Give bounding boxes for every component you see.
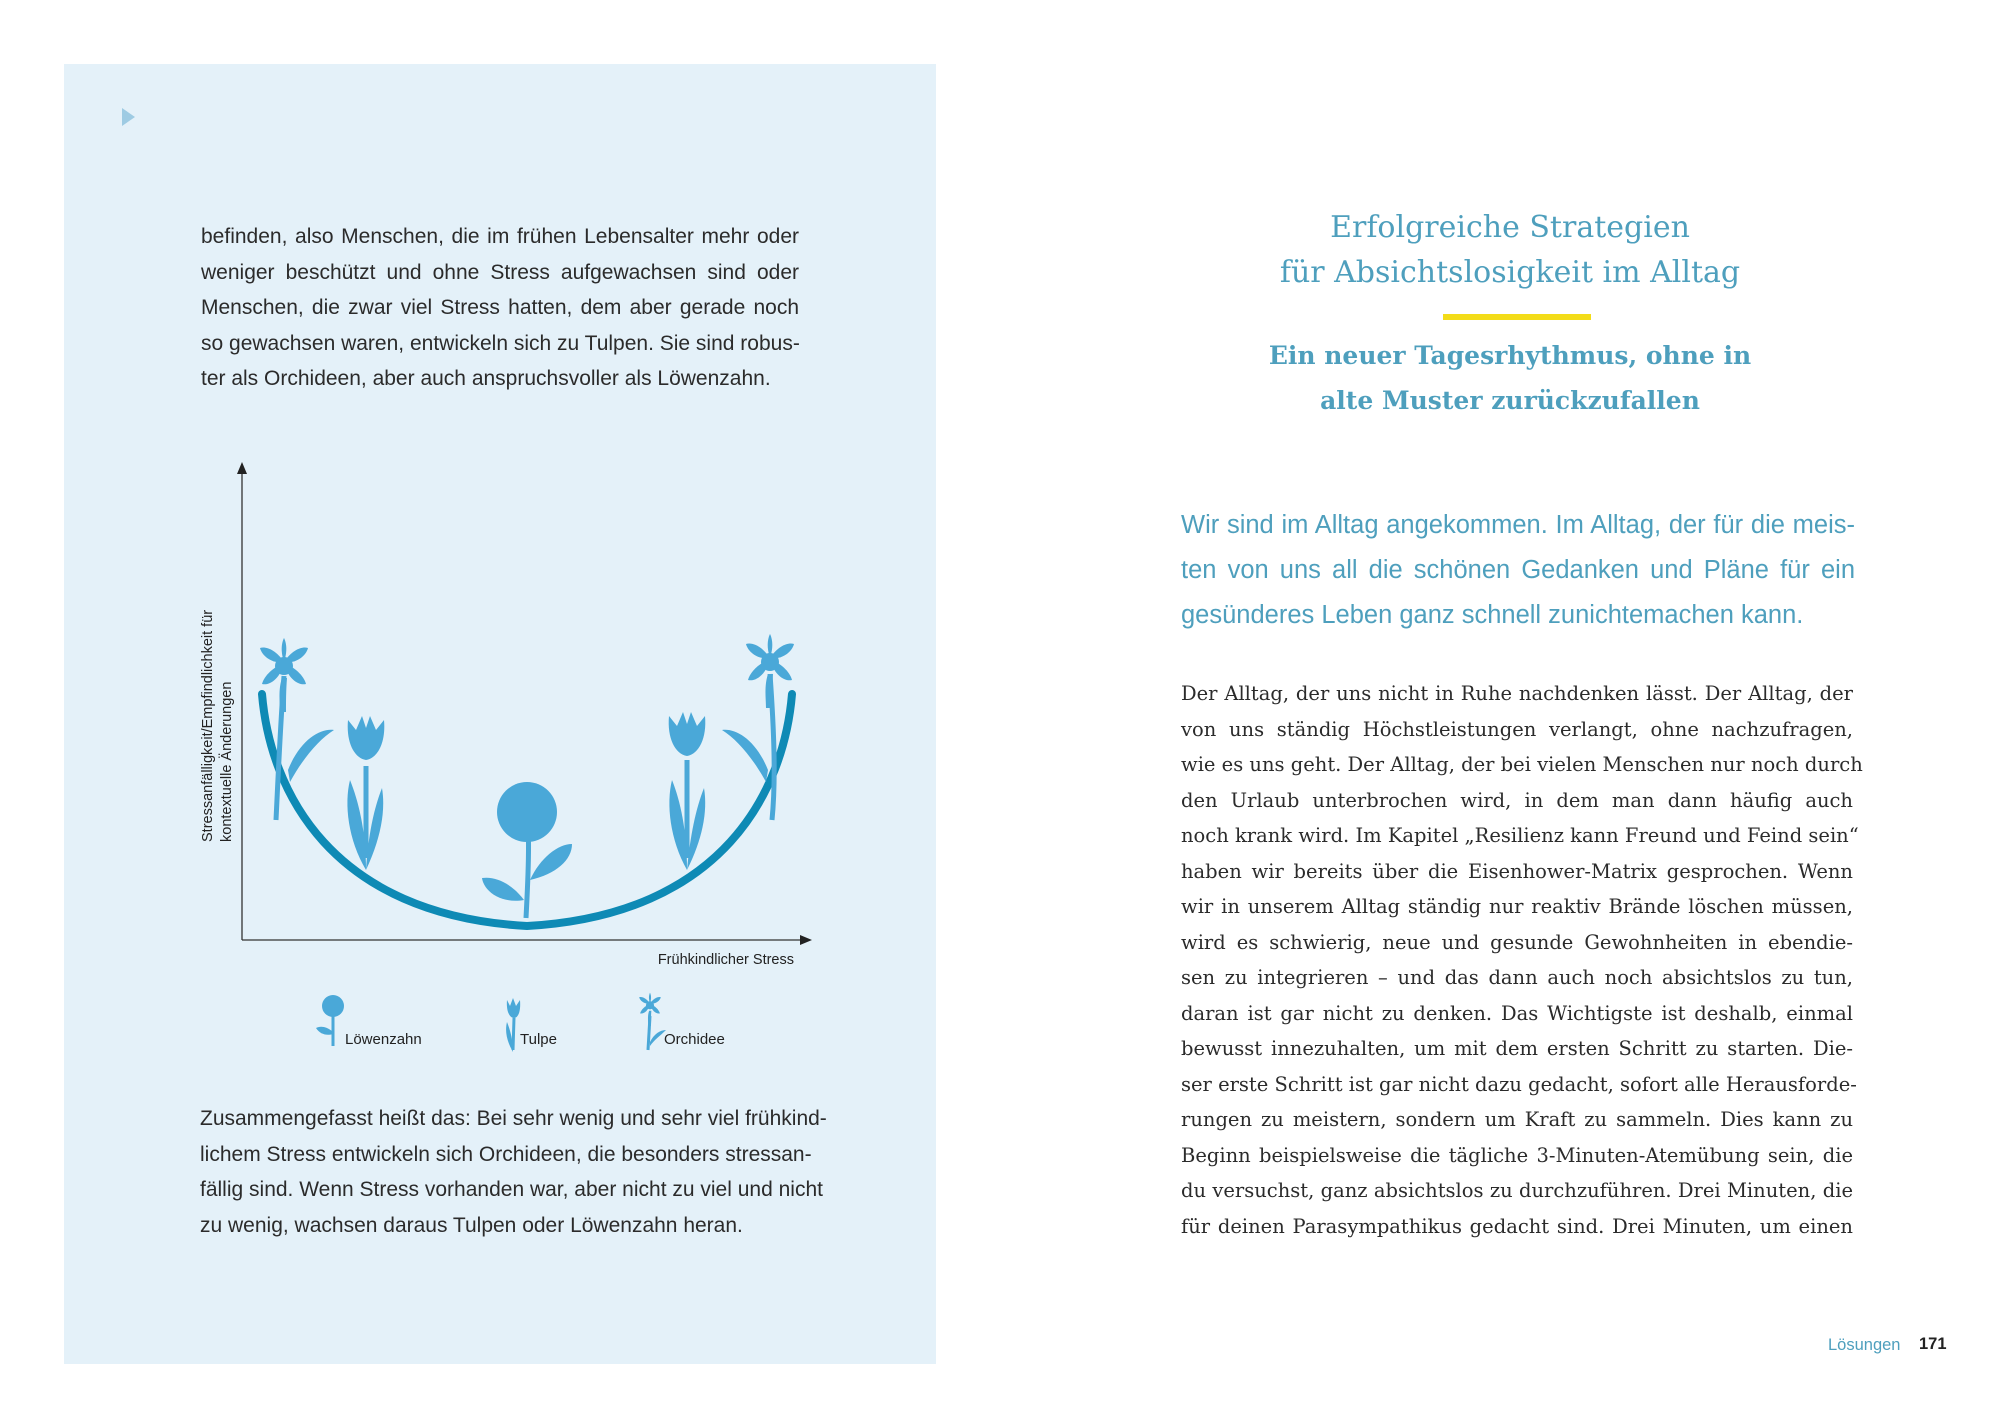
body-line: du versuchst, ganz absichtslos zu durchzuführen. Drei Minuten, die bbox=[1181, 1179, 1853, 1202]
heading-line: Erfolgreiche Strategien bbox=[1330, 210, 1690, 245]
orchid-mark-right bbox=[722, 634, 794, 820]
body-line: wird es schwierig, neue und gesunde Gewohnheiten in ebendie- bbox=[1181, 930, 1853, 954]
chapter-subheading bbox=[1230, 333, 1790, 423]
body-line: von uns ständig Höchstleistungen verlangt, ohne nachzufragen, bbox=[1181, 717, 1853, 741]
legend bbox=[316, 993, 725, 1052]
orchid-icon bbox=[639, 993, 666, 1050]
dandelion-icon bbox=[316, 995, 344, 1046]
page-number: 171 bbox=[1919, 1335, 1947, 1353]
lead-line: gesünderes Leben ganz schnell zunichtemachen kann. bbox=[1181, 601, 1804, 629]
body-line: haben wir bereits über die Eisenhower-Matrix gesprochen. Wenn bbox=[1181, 859, 1853, 883]
lead-paragraph bbox=[1181, 503, 1855, 638]
subheading-line: Ein neuer Tagesrhythmus, ohne in bbox=[1268, 341, 1752, 370]
tulip-icon bbox=[506, 998, 520, 1052]
triangle-marker-icon bbox=[122, 108, 135, 126]
body-paragraph bbox=[1181, 676, 1863, 1244]
text-line: Menschen, die zwar viel Stress hatten, dem aber gerade noch bbox=[201, 296, 799, 319]
body-line: Der Alltag, der uns nicht in Ruhe nachdenken lässt. Der Alltag, der bbox=[1181, 682, 1853, 705]
text-line: weniger beschützt und ohne Stress aufgewachsen sind oder bbox=[201, 260, 799, 284]
lead-line: ten von uns all die schönen Gedanken und Pläne für ein bbox=[1181, 556, 1855, 584]
tulip-mark-right bbox=[669, 712, 706, 870]
text-line: fällig sind. Wenn Stress vorhanden war, aber nicht zu viel und nicht bbox=[200, 1178, 823, 1201]
x-axis bbox=[242, 935, 812, 945]
legend-label-orchid: Orchidee bbox=[664, 1031, 725, 1048]
intro-paragraph bbox=[201, 219, 799, 397]
y-axis-label-line-2: kontextuelle Änderungen bbox=[219, 681, 235, 842]
body-line: bewusst innezuhalten, um mit dem ersten Schritt zu starten. Die- bbox=[1181, 1037, 1853, 1060]
body-line: noch krank wird. Im Kapitel „Resilienz kann Freund und Feind sein“ bbox=[1181, 824, 1859, 847]
body-line: wie es uns geht. Der Alltag, der bei vielen Menschen nur noch durch bbox=[1181, 753, 1863, 776]
tulip-mark-left bbox=[347, 716, 384, 870]
heading-underline bbox=[1443, 314, 1591, 320]
body-line: wir in unserem Alltag ständig nur reaktiv Brände löschen müssen, bbox=[1181, 895, 1853, 918]
y-axis bbox=[237, 462, 247, 940]
text-line: ter als Orchideen, aber auch anspruchsvoller als Löwenzahn. bbox=[201, 367, 771, 390]
text-line: so gewachsen waren, entwickeln sich zu Tulpen. Sie sind robus- bbox=[201, 331, 800, 355]
stress-diagram bbox=[180, 460, 820, 1070]
body-line: sen zu integrieren – und das dann auch noch absichtslos zu tun, bbox=[1181, 966, 1853, 989]
dandelion-mark bbox=[482, 782, 572, 918]
text-line: Zusammengefasst heißt das: Bei sehr wenig und sehr viel frühkind- bbox=[200, 1107, 827, 1130]
y-axis-label-line-1: Stressanfälligkeit/Empfindlichkeit für bbox=[200, 609, 216, 842]
text-line: lichem Stress entwickeln sich Orchideen, die besonders stressan- bbox=[200, 1142, 812, 1166]
body-line: ser erste Schritt ist gar nicht dazu gedacht, sofort alle Herausforde- bbox=[1181, 1072, 1857, 1096]
subheading-line: alte Muster zurückzufallen bbox=[1320, 386, 1700, 415]
body-line: daran ist gar nicht zu denken. Das Wichtigste ist deshalb, einmal bbox=[1181, 1001, 1853, 1025]
footer-section-title: Lösungen bbox=[1828, 1336, 1901, 1354]
x-axis-label: Frühkindlicher Stress bbox=[657, 952, 794, 968]
legend-label-dandelion: Löwenzahn bbox=[345, 1031, 422, 1048]
lead-line: Wir sind im Alltag angekommen. Im Alltag, der für die meis- bbox=[1181, 511, 1855, 539]
text-line: befinden, also Menschen, die im frühen Lebensalter mehr oder bbox=[201, 225, 799, 248]
body-line: Beginn beispielsweise die tägliche 3-Minuten-Atemübung sein, die bbox=[1181, 1143, 1853, 1167]
summary-paragraph bbox=[200, 1101, 827, 1243]
legend-label-tulip: Tulpe bbox=[520, 1031, 557, 1048]
body-line: den Urlaub unterbrochen wird, in dem man dann häufig auch bbox=[1181, 788, 1853, 812]
text-line: zu wenig, wachsen daraus Tulpen oder Löwenzahn heran. bbox=[200, 1213, 743, 1237]
chapter-heading bbox=[1230, 205, 1790, 295]
body-line: rungen zu meistern, sondern um Kraft zu sammeln. Dies kann zu bbox=[1181, 1108, 1853, 1131]
body-line: für deinen Parasympathikus gedacht sind. Drei Minuten, um einen bbox=[1181, 1214, 1853, 1238]
heading-line: für Absichtslosigkeit im Alltag bbox=[1279, 255, 1741, 290]
